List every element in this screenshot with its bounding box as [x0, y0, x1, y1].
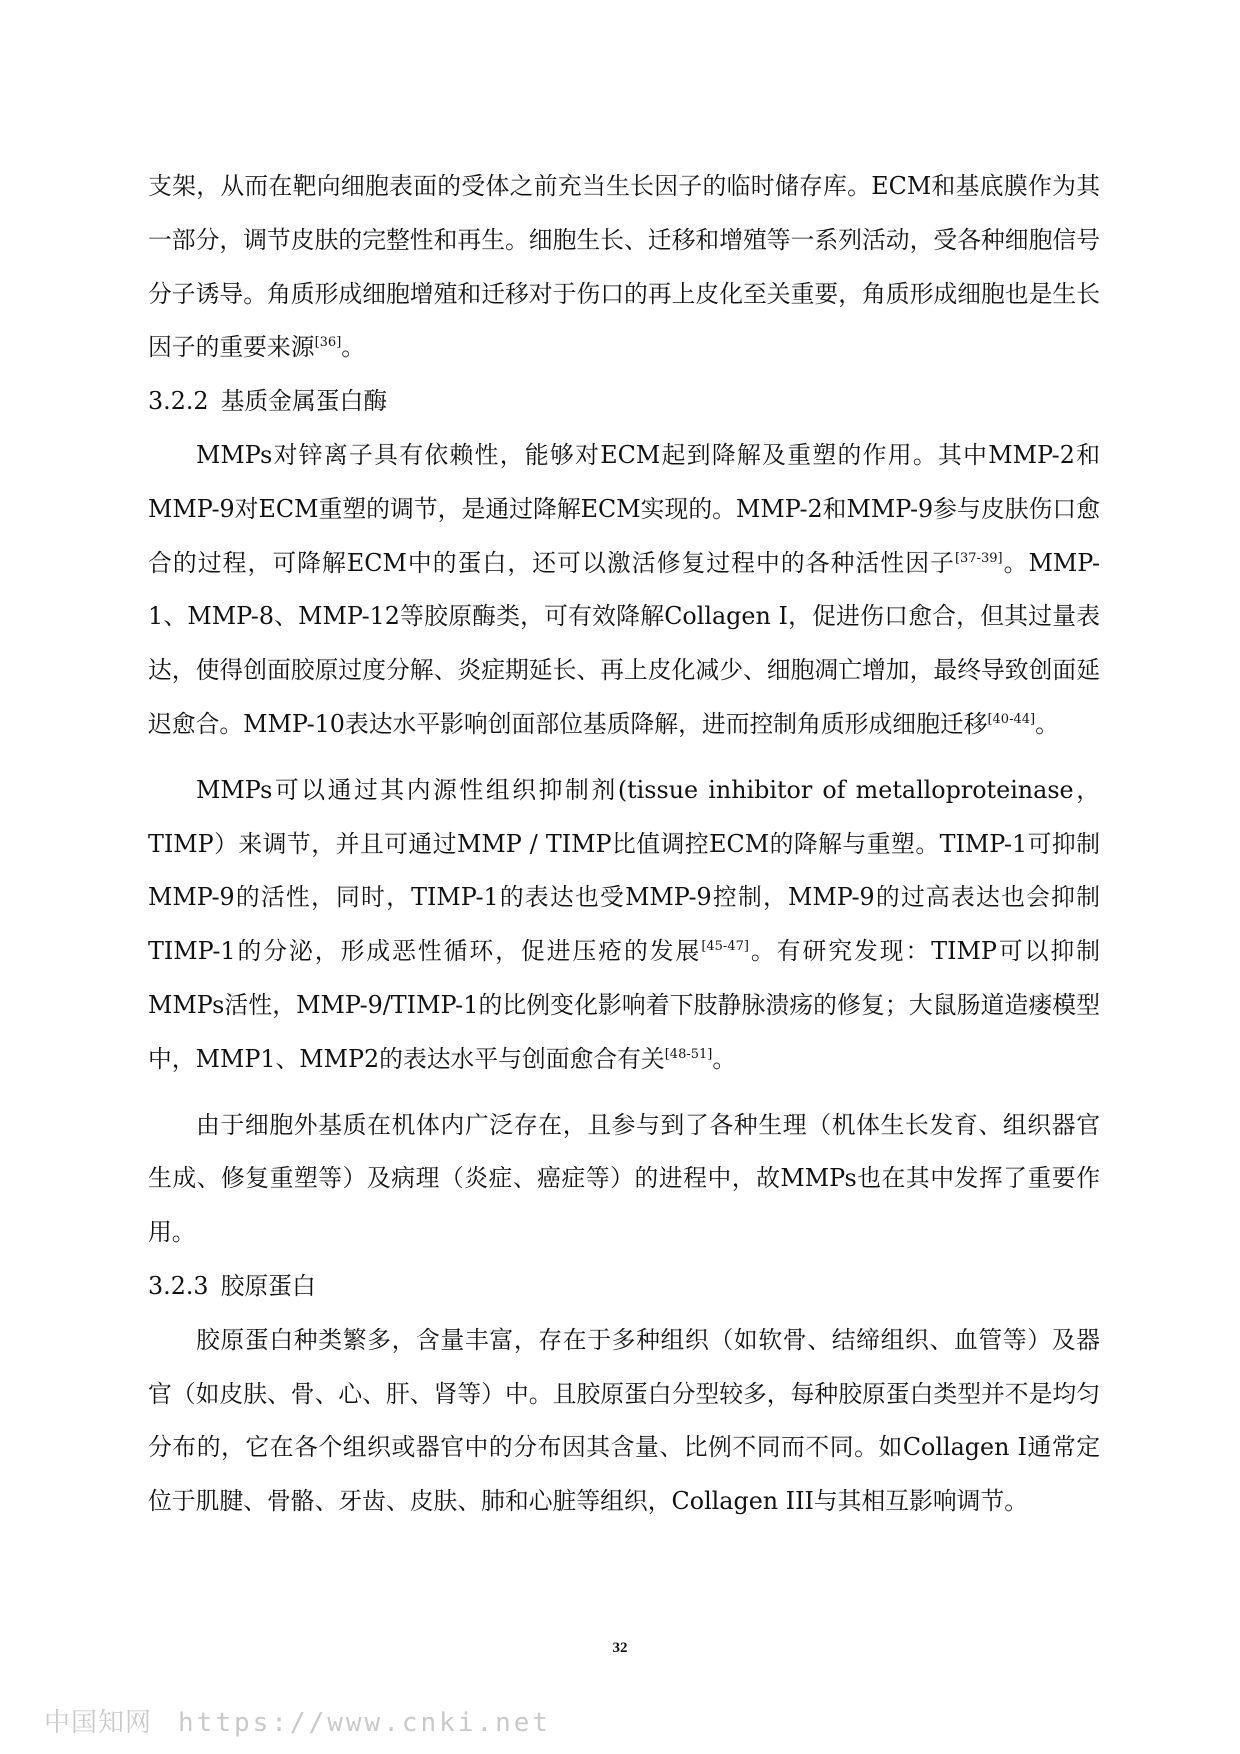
paragraph-text: 。MMP-1、MMP-8、MMP-12等胶原酶类，可有效降解Collagen I，促进伤口愈合，但其过量表达，使得创面胶原过度分解、炎症期延长、再上皮化减少、细胞凋亡增加，最终导致创面延迟愈合。MMP-10表达水平影响创面部位基质降解，进而控制角质形成细胞迁移: [148, 548, 1100, 738]
page-number: 32: [612, 1640, 628, 1656]
document-body: [148, 160, 1100, 1529]
watermark-url: https://www.cnki.net: [178, 1708, 552, 1738]
paragraph-text: MMPs可以通过其内源性组织抑制剂(tissue inhibitor of metalloproteinase，TIMP）来调节，并且可通过MMP / TIMP比值调控ECM的降解与重塑。TIMP-1可抑制MMP-9的活性，同时，TIMP-1的表达也受MMP-9控制，MMP-9的过高表达也会抑制TIMP-1的分泌，形成恶性循环，促进压疮的发展: [148, 775, 1100, 966]
paragraph-tail: 。: [1035, 709, 1059, 738]
paragraph-text: 由于细胞外基质在机体内广泛存在，且参与到了各种生理（机体生长发育、组织器官生成、修复重塑等）及病理（炎症、癌症等）的进程中，故MMPs也在其中发挥了重要作用。: [148, 1110, 1100, 1247]
citation-45-47: [45-47]: [701, 939, 749, 955]
citation-37-39: [37-39]: [954, 550, 1003, 566]
paragraph-text: 胶原蛋白种类繁多，含量丰富，存在于多种组织（如软骨、结缔组织、血管等）及器官（如皮肤、骨、心、肝、肾等）中。且胶原蛋白分型较多，每种胶原蛋白类型并不是均匀分布的，它在各个组织或器官中的分布因其含量、比例不同而不同。如Collagen I通常定位于肌腱、骨骼、牙齿、皮肤、肺和心脏等组织，Collagen III与其相互影响调节。: [148, 1325, 1100, 1516]
section-heading-3-2-2: [148, 375, 1100, 429]
paragraph-tail: 。: [712, 1044, 737, 1073]
paragraph-timp-regulation: [148, 764, 1100, 1087]
paragraph-text: 支架，从而在靶向细胞表面的受体之前充当生长因子的临时储存库。ECM和基底膜作为其一部分，调节皮肤的完整性和再生。细胞生长、迁移和增殖等一系列活动，受各种细胞信号分子诱导。角质形成细胞增殖和迁移对于伤口的再上皮化至关重要，角质形成细胞也是生长因子的重要来源: [148, 172, 1100, 362]
paragraph-ecm-physiology: [148, 1099, 1100, 1260]
paragraph-collagen: [148, 1314, 1100, 1529]
paragraph-ecm-scaffold: [148, 160, 1100, 375]
paragraph-mmps-degradation: [148, 429, 1100, 752]
paragraph-text: 。有研究发现：TIMP可以抑制MMPs活性，MMP-9/TIMP-1的比例变化影响着下肢静脉溃疡的修复；大鼠肠道造瘘模型中，MMP1、MMP2的表达水平与创面愈合有关: [148, 937, 1100, 1073]
section-number: 3.2.2: [148, 387, 209, 416]
section-title: 基质金属蛋白酶: [220, 387, 388, 416]
watermark-site-name: 中国知网: [44, 1708, 153, 1738]
paragraph-text: MMPs对锌离子具有依赖性，能够对ECM起到降解及重塑的作用。其中MMP-2和MMP-9对ECM重塑的调节，是通过降解ECM实现的。MMP-2和MMP-9参与皮肤伤口愈合的过程，可降解ECM中的蛋白，还可以激活修复过程中的各种活性因子: [148, 440, 1100, 577]
cnki-watermark: [44, 1702, 551, 1739]
paragraph-tail: 。: [341, 333, 366, 362]
citation-36: [36]: [314, 335, 342, 351]
citation-40-44: [40-44]: [987, 711, 1036, 727]
section-number: 3.2.3: [148, 1271, 209, 1300]
citation-48-51: [48-51]: [664, 1046, 713, 1062]
section-title: 胶原蛋白: [220, 1271, 316, 1300]
section-heading-3-2-3: [148, 1260, 1100, 1314]
